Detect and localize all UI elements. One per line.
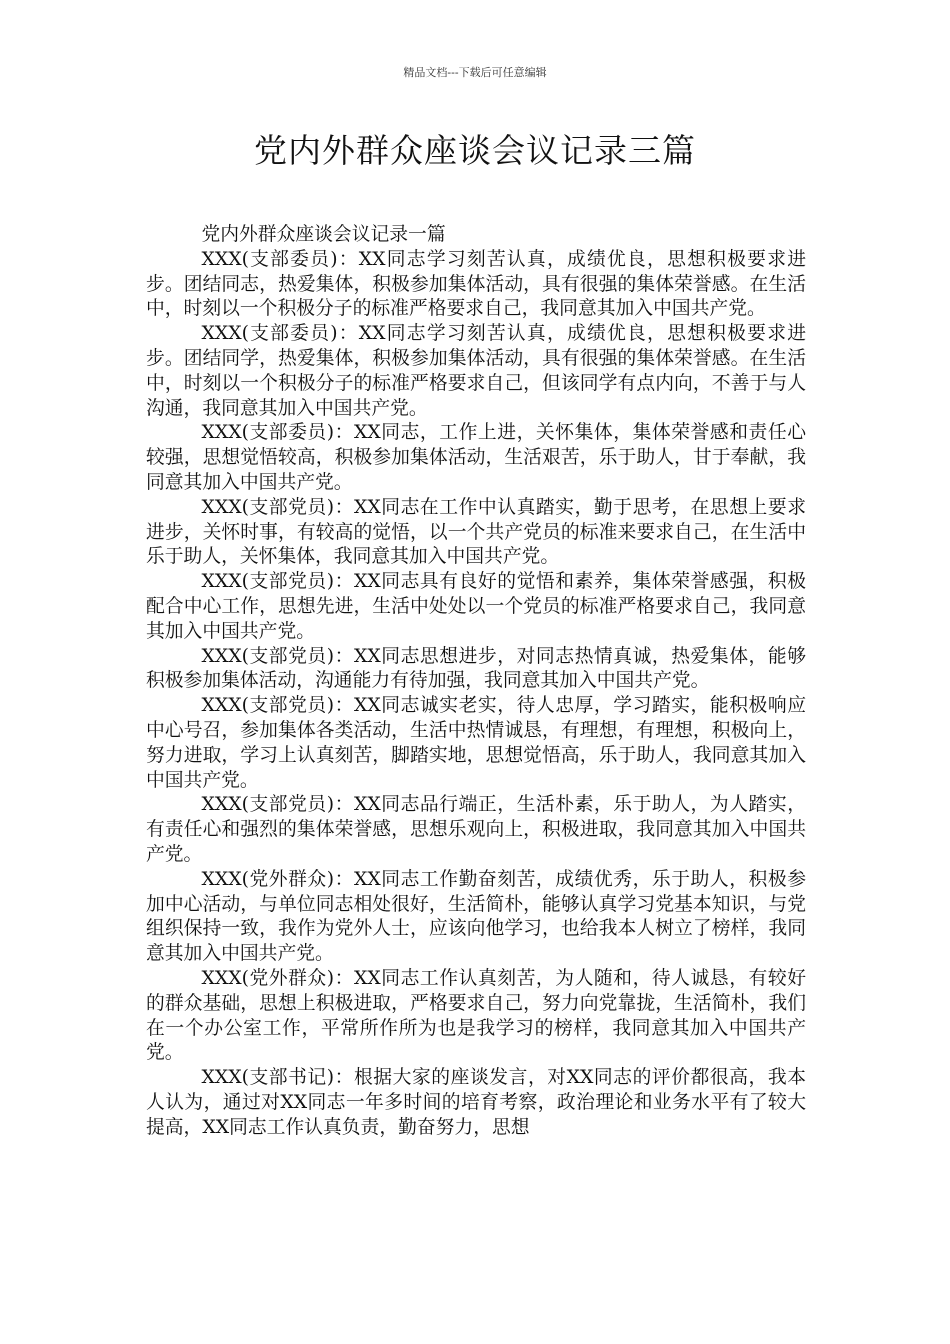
- paragraph-2: XXX(支部委员)：XX同志学习刻苦认真，成绩优良，思想积极要求进步。团结同学，热爱集体，积极参加集体活动，具有很强的集体荣誉感。在生活中，时刻以一个积极分子的标准严格要求自己，但该同学有点内向，不善于与人沟通，我同意其加入中国共产党。: [146, 323, 806, 419]
- paragraph-3: XXX(支部委员)：XX同志，工作上进，关怀集体，集体荣誉感和责任心较强，思想觉悟较高，积极参加集体活动，生活艰苦，乐于助人，甘于奉献，我同意其加入中国共产党。: [146, 422, 806, 493]
- paragraph-8: XXX(支部党员)：XX同志品行端正，生活朴素，乐于助人，为人踏实，有责任心和强烈的集体荣誉感，思想乐观向上，积极进取，我同意其加入中国共产党。: [146, 794, 806, 865]
- paragraph-7: XXX(支部党员)：XX同志诚实老实，待人忠厚，学习踏实，能积极响应中心号召，参加集体各类活动，生活中热情诚恳，有理想，有理想，积极向上，努力进取，学习上认真刻苦，脚踏实地，思想觉悟高，乐于助人，我同意其加入中国共产党。: [146, 695, 806, 791]
- paragraph-11: XXX(支部书记)：根据大家的座谈发言，对XX同志的评价都很高，我本人认为，通过对XX同志一年多时间的培育考察，政治理论和业务水平有了较大提高，XX同志工作认真负责，勤奋努力，思想: [146, 1067, 806, 1138]
- paragraph-5: XXX(支部党员)：XX同志具有良好的觉悟和素养，集体荣誉感强，积极配合中心工作，思想先进，生活中处处以一个党员的标准严格要求自己，我同意其加入中国共产党。: [146, 571, 806, 642]
- paragraph-9: XXX(党外群众)：XX同志工作勤奋刻苦，成绩优秀，乐于助人，积极参加中心活动，与单位同志相处很好，生活简朴，能够认真学习党基本知识，与党组织保持一致，我作为党外人士，应该向他学习，也给我本人树立了榜样，我同意其加入中国共产党。: [146, 868, 806, 965]
- paragraph-1: XXX(支部委员)：XX同志学习刻苦认真，成绩优良，思想积极要求进步。团结同志，热爱集体，积极参加集体活动，具有很强的集体荣誉感。在生活中，时刻以一个积极分子的标准严格要求自己，我同意其加入中国共产党。: [146, 248, 806, 320]
- paragraph-4: XXX(支部党员)：XX同志在工作中认真踏实，勤于思考，在思想上要求进步，关怀时事，有较高的觉悟，以一个共产党员的标准来要求自己，在生活中乐于助人，关怀集体，我同意其加入中国共产党。: [146, 496, 806, 568]
- document-body: [146, 223, 806, 1140]
- document-title: 党内外群众座谈会议记录三篇: [254, 131, 696, 170]
- paragraph-6: XXX(支部党员)：XX同志思想进步，对同志热情真诚，热爱集体，能够积极参加集体活动，沟通能力有待加强，我同意其加入中国共产党。: [146, 645, 806, 692]
- section-heading: 党内外群众座谈会议记录一篇: [201, 224, 446, 245]
- page-header: 精品文档---下载后可任意编辑: [403, 66, 547, 79]
- paragraph-10: XXX(党外群众)：XX同志工作认真刻苦，为人随和，待人诚恳，有较好的群众基础，思想上积极进取，严格要求自己，努力向党靠拢，生活简朴，我们在一个办公室工作，平常所作所为也是我学习的榜样，我同意其加入中国共产党。: [146, 967, 806, 1064]
